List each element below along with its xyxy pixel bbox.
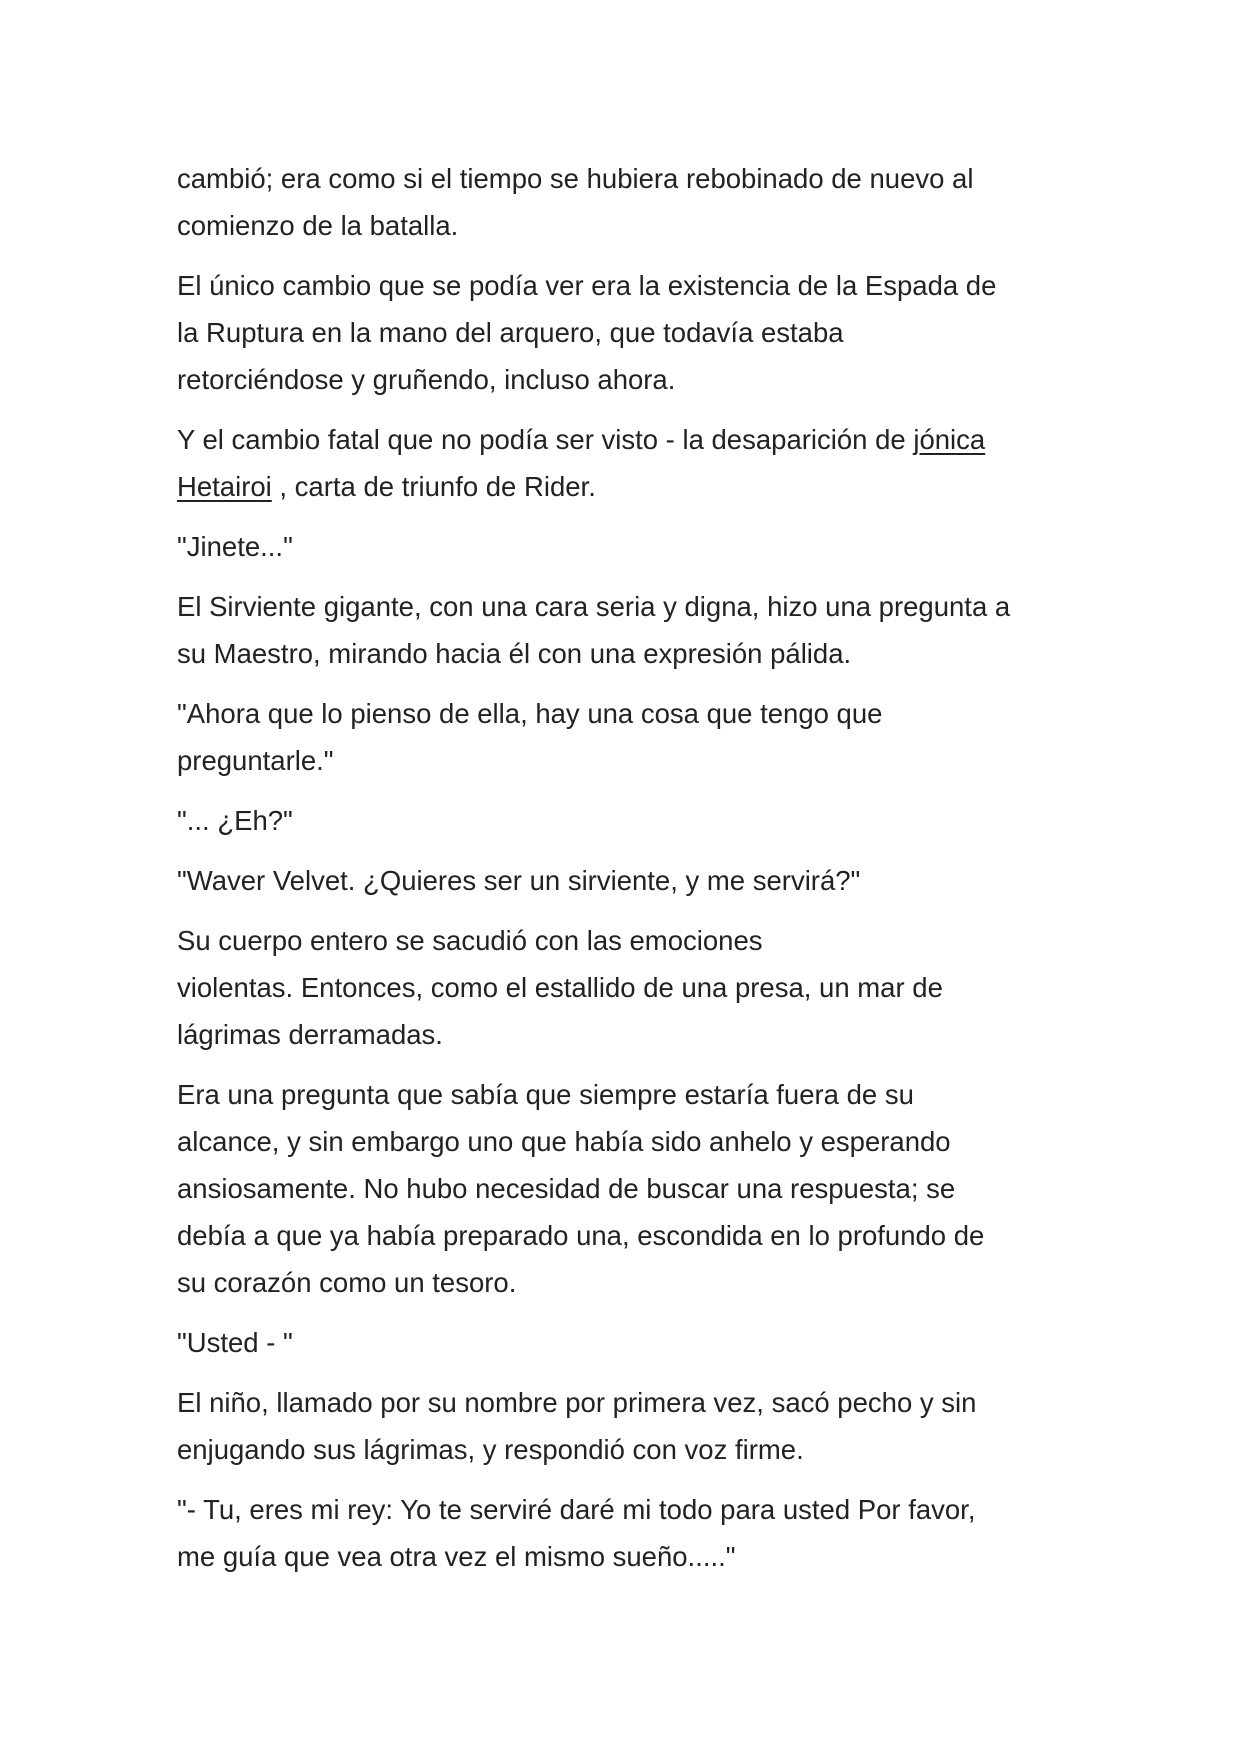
paragraph <box>177 797 1077 844</box>
text-line <box>177 463 1077 510</box>
text-line: enjugando sus lágrimas, y respondió con voz firme. <box>177 1434 804 1465</box>
text-line: "Ahora que lo pienso de ella, hay una cosa que tengo que <box>177 698 883 729</box>
paragraph <box>177 917 1077 1058</box>
text-line: Su cuerpo entero se sacudió con las emociones <box>177 925 763 956</box>
text-line: "- Tu, eres mi rey: Yo te serviré daré mi todo para usted Por favor, <box>177 1494 976 1525</box>
text-line: lágrimas derramadas. <box>177 1019 443 1050</box>
text-line: "... ¿Eh?" <box>177 805 293 836</box>
text-line: Era una pregunta que sabía que siempre estaría fuera de su <box>177 1079 914 1110</box>
paragraph <box>177 1071 1077 1306</box>
paragraph <box>177 583 1077 677</box>
text-segment: , carta de triunfo de Rider. <box>271 471 596 502</box>
paragraph <box>177 523 1077 570</box>
text-line: violentas. Entonces, como el estallido de una presa, un mar de <box>177 972 943 1003</box>
paragraph <box>177 262 1077 403</box>
text-line: El niño, llamado por su nombre por primera vez, sacó pecho y sin <box>177 1387 977 1418</box>
text-line: me guía que vea otra vez el mismo sueño....." <box>177 1541 736 1572</box>
text-line: cambió; era como si el tiempo se hubiera rebobinado de nuevo al <box>177 163 974 194</box>
jonica-hetairoi-link[interactable]: jónica <box>913 424 986 455</box>
text-line: la Ruptura en la mano del arquero, que todavía estaba <box>177 317 844 348</box>
paragraph <box>177 416 1077 510</box>
paragraph <box>177 690 1077 784</box>
paragraph <box>177 1319 1077 1366</box>
paragraph <box>177 155 1077 249</box>
text-line: su Maestro, mirando hacia él con una expresión pálida. <box>177 638 852 669</box>
text-line: debía a que ya había preparado una, escondida en lo profundo de <box>177 1220 985 1251</box>
text-line: "Waver Velvet. ¿Quieres ser un sirviente, y me servirá?" <box>177 865 861 896</box>
text-line: preguntarle." <box>177 745 334 776</box>
paragraph <box>177 857 1077 904</box>
text-line: retorciéndose y gruñendo, incluso ahora. <box>177 364 676 395</box>
text-line: El único cambio que se podía ver era la existencia de la Espada de <box>177 270 997 301</box>
jonica-hetairoi-link[interactable]: Hetairoi <box>177 471 272 502</box>
text-line <box>177 416 1077 463</box>
text-line: El Sirviente gigante, con una cara seria y digna, hizo una pregunta a <box>177 591 1011 622</box>
text-line: "Usted - " <box>177 1327 293 1358</box>
paragraph <box>177 1486 1077 1580</box>
body-text <box>177 155 1077 1593</box>
text-line: su corazón como un tesoro. <box>177 1267 517 1298</box>
text-segment: Y el cambio fatal que no podía ser visto - la desaparición de <box>177 424 914 455</box>
text-line: comienzo de la batalla. <box>177 210 459 241</box>
text-line: alcance, y sin embargo uno que había sido anhelo y esperando <box>177 1126 951 1157</box>
text-line: ansiosamente. No hubo necesidad de buscar una respuesta; se <box>177 1173 956 1204</box>
paragraph <box>177 1379 1077 1473</box>
text-line: "Jinete..." <box>177 531 293 562</box>
